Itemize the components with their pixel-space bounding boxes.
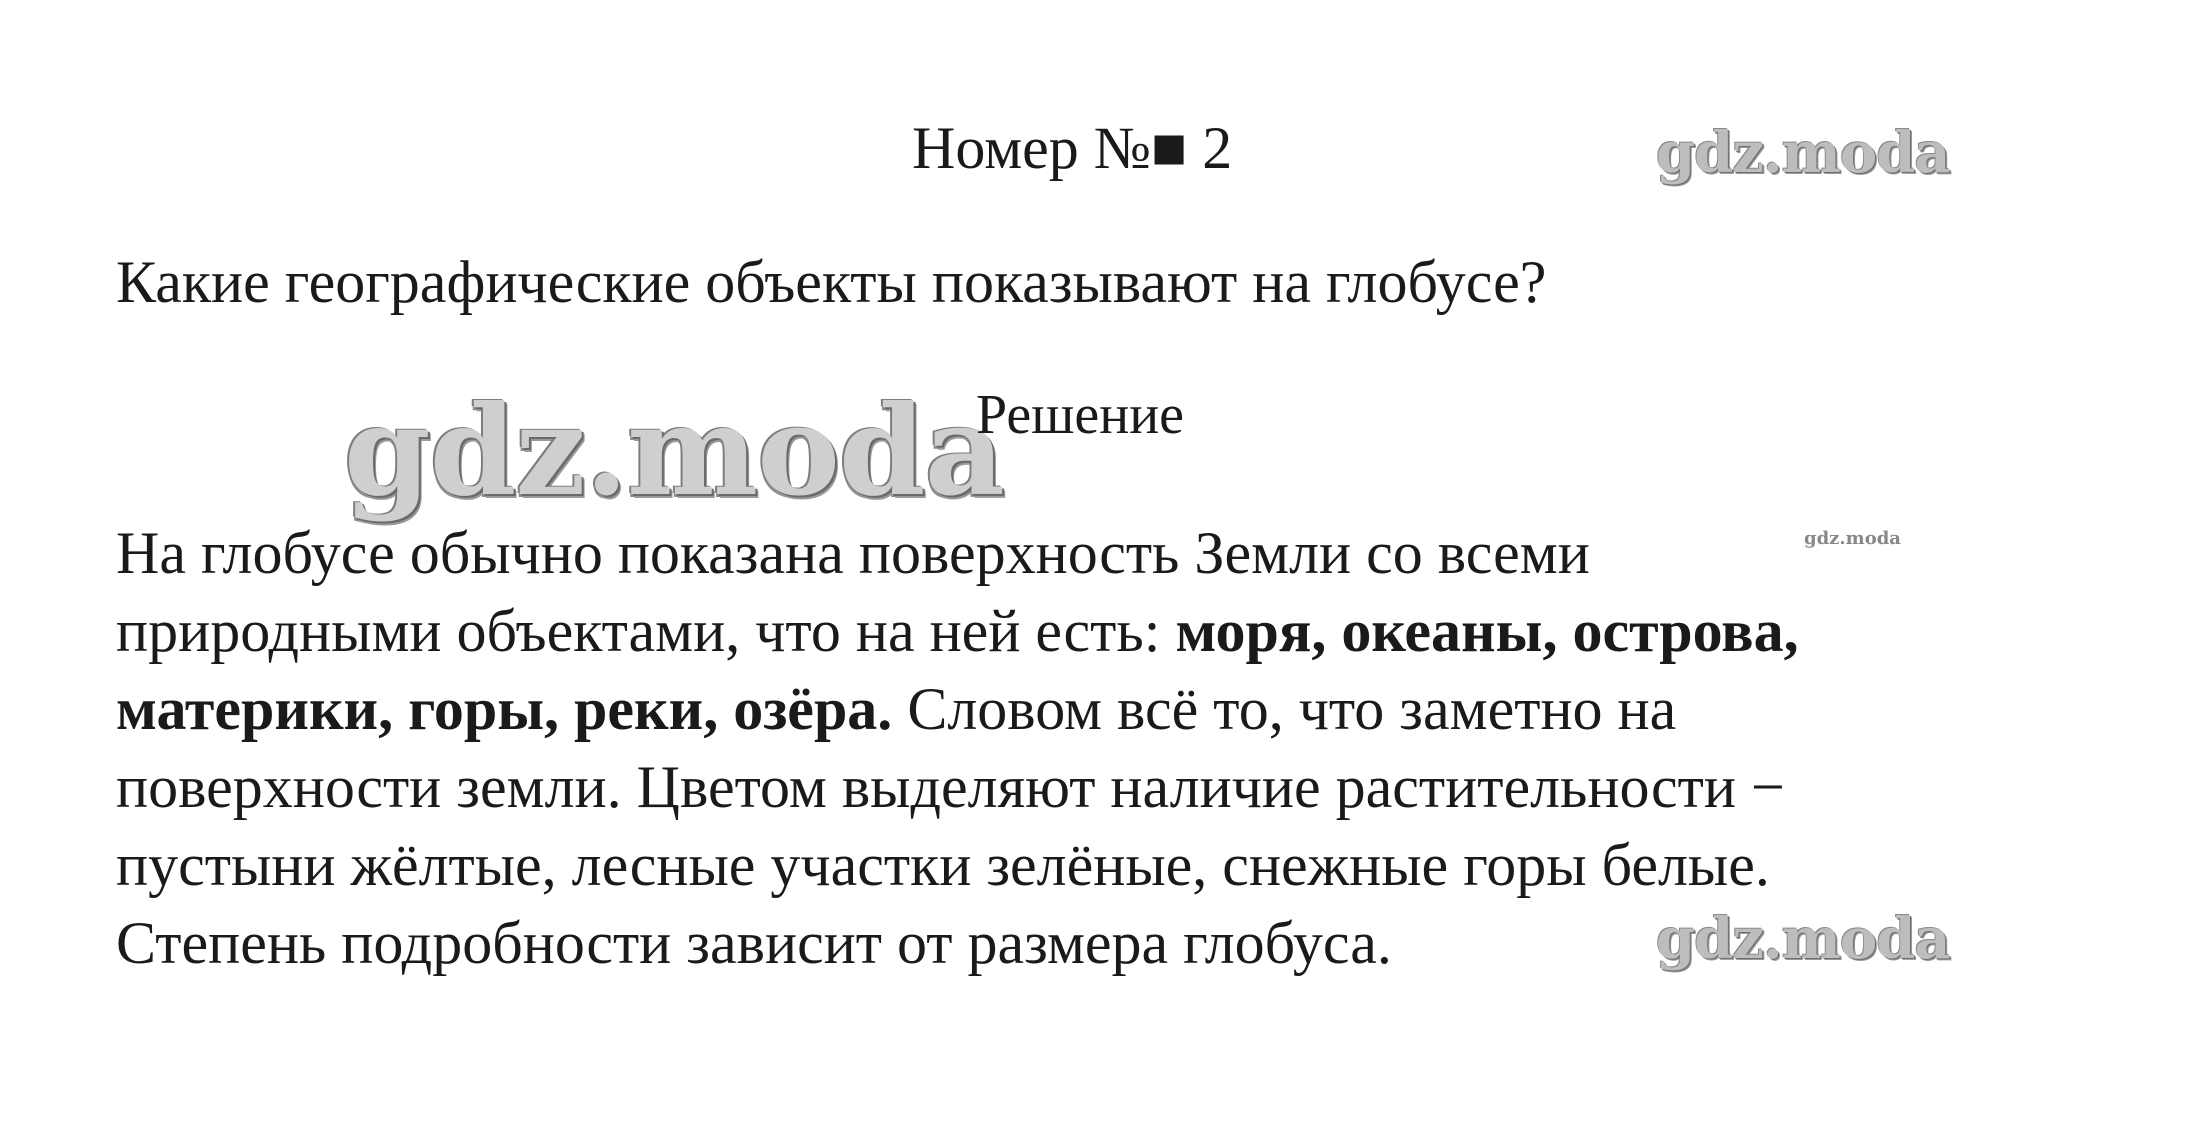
page-title: Номер №■ 2: [912, 115, 1233, 181]
answer-line-4: [116, 748, 2116, 826]
watermark-top-right: gdz.moda: [1656, 120, 1950, 186]
answer-line-5: [116, 826, 2116, 904]
answer-line-2-bold: моря, океаны, острова,: [1175, 598, 1799, 664]
question-text: Какие географические объекты показывают на глобусе?: [116, 249, 1547, 315]
answer-line-3-text: Словом всё то, что заметно на: [892, 676, 1677, 742]
answer-line-3: [116, 670, 2116, 748]
watermark-large: gdz.moda: [344, 379, 1004, 524]
answer-line-4-text: поверхности земли. Цветом выделяют наличие растительности −: [116, 754, 1785, 820]
watermark-bottom-right: gdz.moda: [1656, 906, 1950, 972]
solution-heading: Решение: [976, 384, 1185, 446]
answer-line-2: [116, 592, 2116, 670]
answer-line-1: [116, 514, 2116, 592]
answer-line-2-text: природными объектами, что на ней есть:: [116, 598, 1176, 664]
answer-line-5-text: пустыни жёлтые, лесные участки зелёные, снежные горы белые.: [116, 832, 1770, 898]
answer-line-3-bold: материки, горы, реки, озёра.: [116, 676, 893, 742]
watermark-tiny: gdz.moda: [1804, 528, 1901, 549]
answer-line-1-text: На глобусе обычно показана поверхность Земли со всеми: [116, 520, 1590, 586]
answer-line-6-text: Степень подробности зависит от размера глобуса.: [116, 910, 1392, 976]
